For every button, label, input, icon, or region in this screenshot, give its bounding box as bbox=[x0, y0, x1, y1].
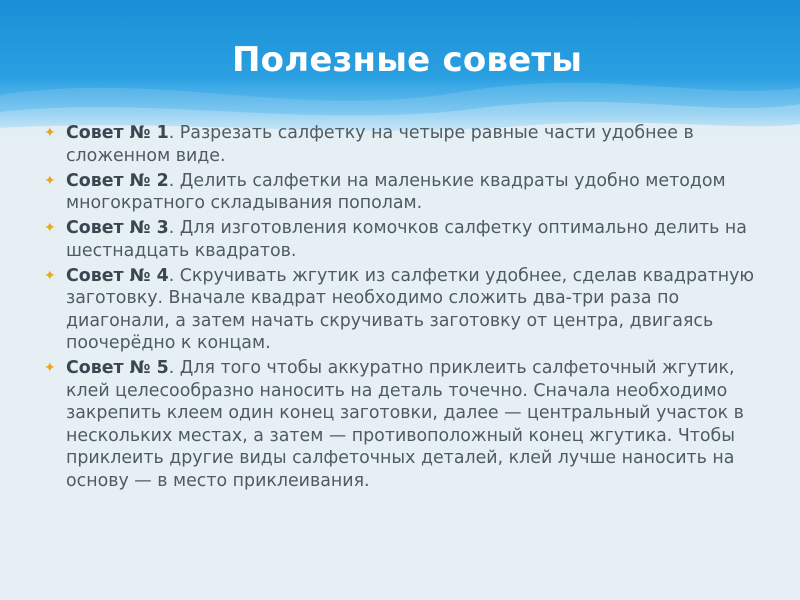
star-bullet-icon: ✦ bbox=[44, 267, 56, 284]
tip-sep: . bbox=[168, 265, 175, 286]
star-bullet-icon: ✦ bbox=[44, 360, 56, 376]
tip-sep: . bbox=[168, 218, 175, 238]
header-banner bbox=[0, 0, 800, 140]
tip-text: Для того чтобы аккуратно приклеить салфеточный жгутик, клей целесообразно наносить на деталь точечно. Сначала необходимо закрепить клеем один конец заготовки, далее — центральный участок в нескольких местах, а затем — противоположный конец жгутика. Чтобы приклеить другие виды салфеточных деталей, клей лучше наносить на основу — в место приклеивания. bbox=[66, 358, 744, 491]
tip-label: Совет № 3 bbox=[66, 218, 169, 238]
tip-label: Совет № 5 bbox=[66, 358, 169, 378]
list-item bbox=[42, 217, 762, 262]
tip-label: Совет № 4 bbox=[66, 265, 169, 286]
star-bullet-icon: ✦ bbox=[44, 220, 56, 236]
tip-label: Совет № 2 bbox=[66, 170, 169, 191]
slide-title: Полезные советы bbox=[232, 40, 583, 80]
star-bullet-icon: ✦ bbox=[44, 125, 56, 141]
tip-text: Разрезать салфетку на четыре равные части удобнее в сложенном виде. bbox=[66, 123, 694, 166]
list-item bbox=[42, 357, 762, 492]
list-item bbox=[42, 122, 762, 167]
tips-list bbox=[42, 122, 762, 495]
tip-sep: . bbox=[168, 170, 175, 191]
tip-text: Делить салфетки на маленькие квадраты удобно методом многократного складывания пополам. bbox=[66, 170, 726, 213]
tip-sep: . bbox=[168, 123, 175, 143]
tip-text: Скручивать жгутик из салфетки удобнее, сделав квадратную заготовку. Вначале квадрат необходимо сложить два-три раза по диагонали, а затем начать скручивать заготовку от центра, двигаясь поочерёдно к концам. bbox=[66, 265, 755, 353]
tip-text: Для изготовления комочков салфетку оптимально делить на шестнадцать квадратов. bbox=[66, 218, 747, 261]
list-item bbox=[42, 265, 762, 355]
star-bullet-icon: ✦ bbox=[44, 172, 56, 189]
tip-label: Совет № 1 bbox=[66, 123, 169, 143]
list-item bbox=[42, 170, 762, 215]
tip-sep: . bbox=[168, 358, 175, 378]
